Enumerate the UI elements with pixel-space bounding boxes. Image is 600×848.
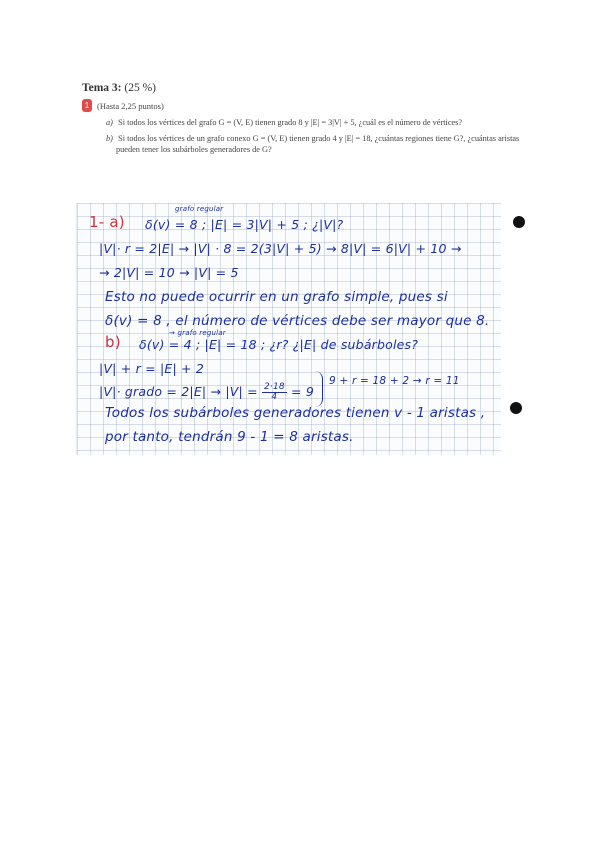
handwritten-line-9: Todos los subárboles generadores tienen v - 1 aristas , <box>105 405 486 421</box>
answer-label-a: 1- a) <box>89 213 125 231</box>
question-part-a <box>106 117 522 128</box>
fraction-denominator: 4 <box>271 392 278 402</box>
part-label: a) <box>106 118 113 127</box>
section-percent: (25 %) <box>124 82 157 94</box>
line-8-left: |V|· grado = 2|E| → |V| = <box>99 384 258 399</box>
question-points: (Hasta 2,25 puntos) <box>97 100 164 111</box>
handwritten-line-8-side: 9 + r = 18 + 2 → r = 11 <box>329 375 460 387</box>
annotation-regular-b: → grafo regular <box>169 329 226 337</box>
answer-label-b: b) <box>105 333 121 351</box>
handwritten-line-6: δ(v) = 4 ; |E| = 18 ; ¿r? ¿|E| de subárboles? <box>139 337 419 352</box>
part-text: Si todos los vértices de un grafo conexo G = (V, E) tienen grado 4 y |E| = 18, ¿cuántas regiones tiene G?, ¿cuántas aristas pueden tener los subárboles generadores de G? <box>116 134 520 154</box>
handwritten-line-1: δ(v) = 8 ; |E| = 3|V| + 5 ; ¿|V|? <box>145 217 344 232</box>
question-number-badge: 1 <box>82 99 92 112</box>
annotation-regular-a: grafo regular <box>175 205 224 213</box>
section-title-text: Tema 3: <box>82 82 122 94</box>
handwritten-line-8 <box>99 383 314 402</box>
exam-header <box>82 82 522 155</box>
question-row <box>82 99 522 112</box>
line-8-right: = 9 <box>291 384 314 399</box>
part-label: b) <box>106 134 113 143</box>
question-part-b <box>106 133 522 155</box>
fraction-numerator: 2·18 <box>263 382 285 392</box>
handwritten-line-4: Esto no puede ocurrir en un grafo simple, pues si <box>105 289 448 305</box>
fraction <box>262 383 287 402</box>
punch-hole-bottom <box>510 402 522 414</box>
handwritten-line-5: δ(v) = 8 , el número de vértices debe ser mayor que 8. <box>105 313 490 329</box>
punch-hole-top <box>513 216 525 228</box>
handwritten-line-10: por tanto, tendrán 9 - 1 = 8 aristas. <box>105 429 354 445</box>
handwritten-line-3: → 2|V| = 10 → |V| = 5 <box>99 265 239 280</box>
brace-mark <box>314 371 323 407</box>
handwritten-line-2: |V|· r = 2|E| → |V| · 8 = 2(3|V| + 5) → 8|V| = 6|V| + 10 → <box>99 241 462 256</box>
handwritten-line-7: |V| + r = |E| + 2 <box>99 361 205 376</box>
section-title <box>82 82 522 94</box>
handwritten-answer-sheet <box>76 203 501 455</box>
part-text: Si todos los vértices del grafo G = (V, E) tienen grado 8 y |E| = 3|V| + 5, ¿cuál es el número de vértices? <box>118 118 463 127</box>
